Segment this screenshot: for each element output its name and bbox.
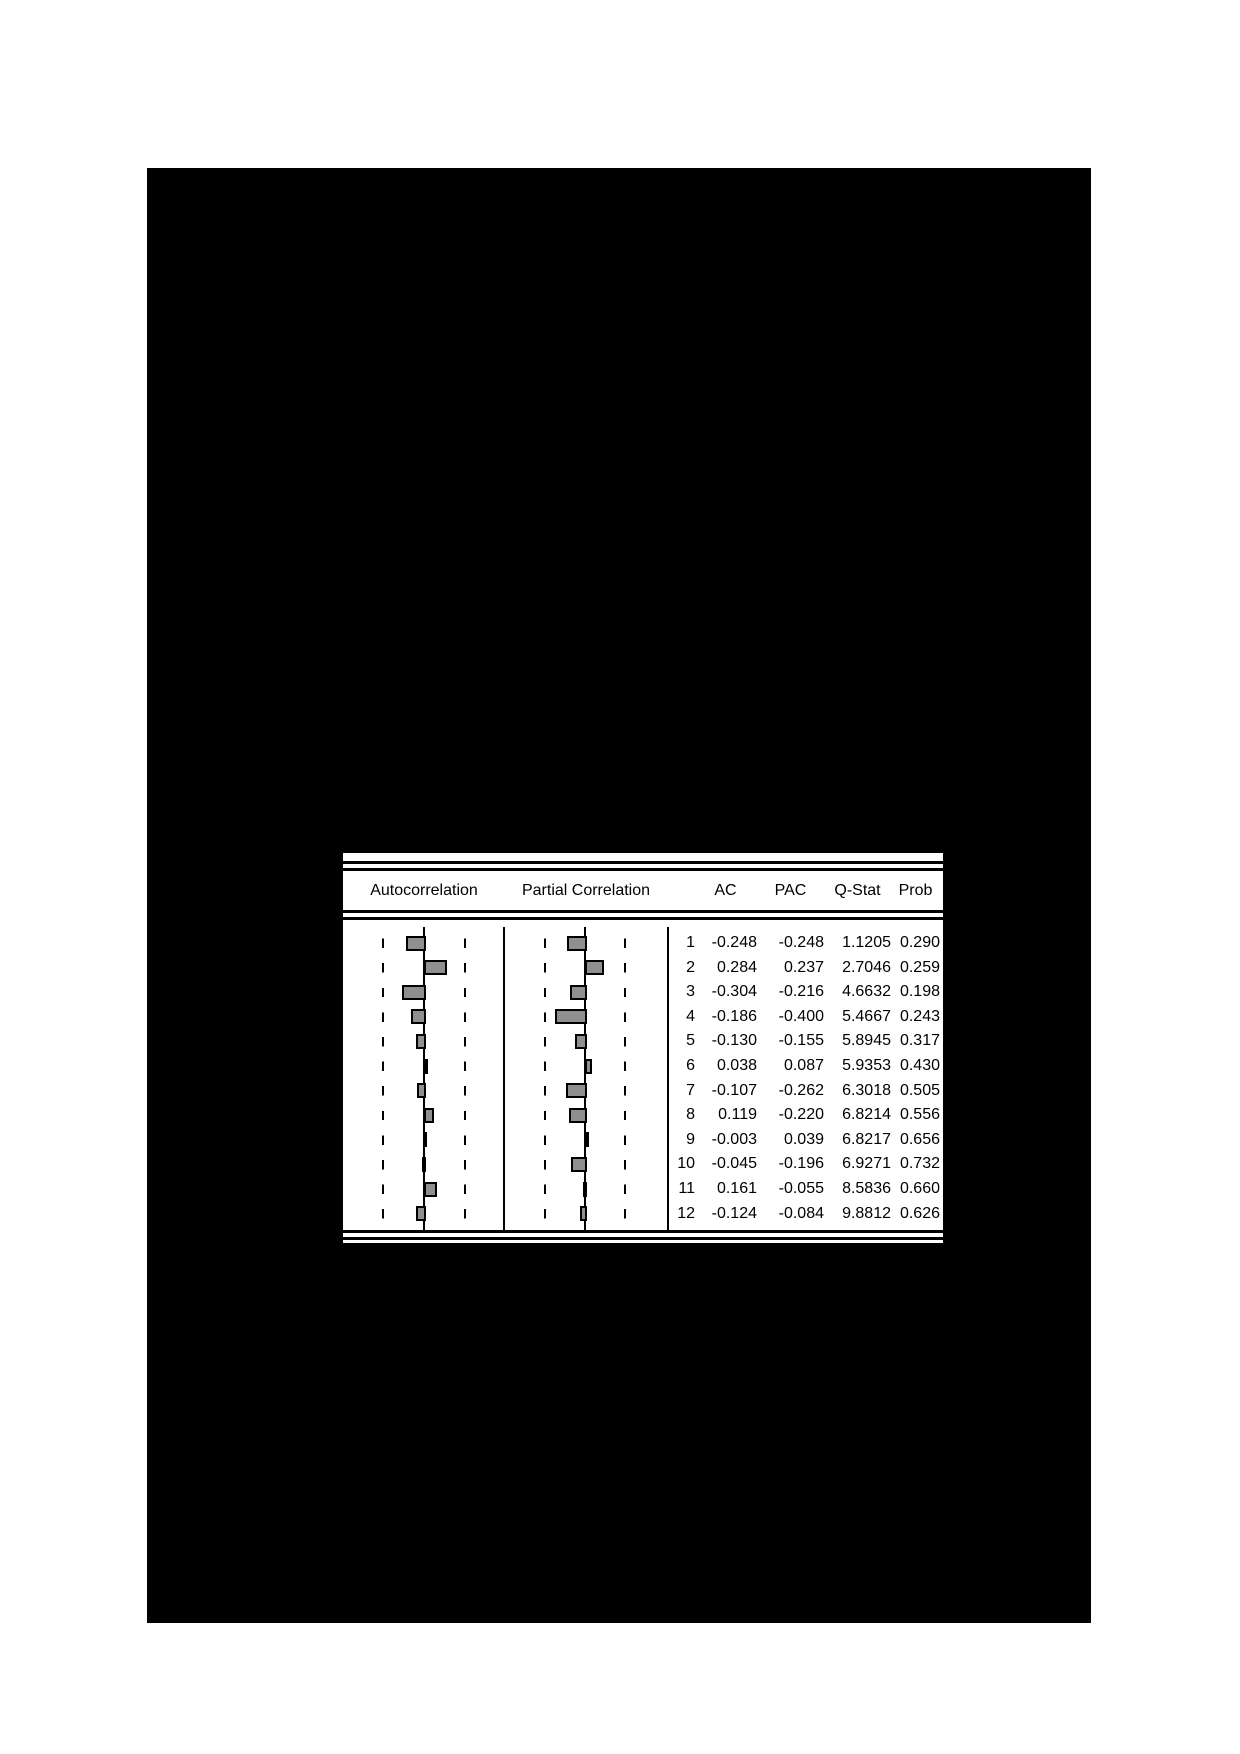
pac-value: -0.155: [778, 1032, 824, 1050]
correlogram-row: [343, 1103, 943, 1128]
partial-correlation-bar: [575, 1034, 587, 1049]
autocorrelation-bar: [424, 1108, 434, 1123]
prob-value: 0.317: [899, 1032, 940, 1050]
ac-value: -0.003: [711, 1130, 757, 1148]
top-double-rule: [343, 861, 943, 871]
autocorrelation-bar: [423, 1132, 427, 1147]
correlogram-row: [343, 1005, 943, 1030]
q-stat-value: 1.1205: [842, 934, 891, 951]
ac-value: -0.124: [711, 1204, 757, 1222]
lag-number: 1: [686, 934, 695, 951]
correlogram-header-row: [343, 875, 943, 907]
ac-value: 0.119: [718, 1106, 757, 1124]
partial-correlation-bar: [569, 1108, 587, 1123]
partial-correlation-bar: [583, 1182, 587, 1197]
lag-number: 5: [686, 1032, 695, 1050]
pac-value: 0.039: [783, 1130, 824, 1148]
q-stat-value: 5.8945: [842, 1032, 891, 1050]
ac-value: 0.284: [716, 958, 757, 976]
lag-number: 9: [686, 1130, 695, 1148]
lag-number: 8: [686, 1106, 695, 1124]
partial-correlation-bar: [571, 1157, 587, 1172]
pac-value: 0.087: [783, 1057, 824, 1074]
ac-value: -0.248: [711, 934, 757, 951]
column-header-q-stat: Q-Stat: [834, 882, 881, 899]
lag-number: 2: [686, 958, 695, 976]
prob-value: 0.198: [899, 983, 940, 1001]
lag-number: 6: [686, 1057, 695, 1074]
correlogram-panel: [343, 853, 943, 1243]
correlogram-row: [343, 1177, 943, 1202]
black-slide-area: [147, 168, 1091, 1623]
prob-value: 0.505: [899, 1081, 940, 1099]
rows-container: [343, 931, 943, 1227]
pac-value: -0.400: [778, 1007, 824, 1025]
pac-value: -0.196: [778, 1155, 824, 1173]
prob-value: 0.556: [899, 1106, 940, 1124]
autocorrelation-bar: [416, 1034, 426, 1049]
partial-correlation-bar: [566, 1083, 587, 1098]
partial-correlation-bar: [570, 985, 587, 1000]
q-stat-value: 9.8812: [842, 1204, 891, 1222]
lag-number: 7: [686, 1081, 695, 1099]
lag-number: 3: [686, 983, 695, 1001]
correlogram-row: [343, 1128, 943, 1153]
lag-number: 10: [677, 1155, 695, 1173]
partial-correlation-bar: [585, 1132, 589, 1147]
ac-value: 0.161: [716, 1180, 757, 1197]
pac-value: -0.055: [778, 1180, 824, 1197]
correlogram-row: [343, 1152, 943, 1177]
prob-value: 0.259: [899, 958, 940, 976]
q-stat-value: 2.7046: [842, 958, 891, 976]
prob-value: 0.626: [899, 1204, 940, 1222]
autocorrelation-bar: [424, 960, 447, 975]
ac-value: -0.186: [711, 1007, 757, 1025]
pac-value: -0.216: [778, 983, 824, 1001]
correlogram-row: [343, 1054, 943, 1079]
q-stat-value: 4.6632: [842, 983, 891, 1001]
column-header-prob: Prob: [898, 882, 933, 899]
partial-correlation-bar: [580, 1206, 587, 1221]
prob-value: 0.243: [899, 1007, 940, 1025]
ac-value: -0.045: [711, 1155, 757, 1173]
partial-correlation-bar: [585, 960, 604, 975]
autocorrelation-bar: [422, 1157, 426, 1172]
pac-value: -0.220: [778, 1106, 824, 1124]
header-double-rule: [343, 910, 943, 920]
autocorrelation-bar: [402, 985, 426, 1000]
ac-value: 0.038: [716, 1057, 757, 1074]
pac-value: -0.084: [778, 1204, 824, 1222]
q-stat-value: 8.5836: [842, 1180, 891, 1197]
autocorrelation-bar: [424, 1182, 437, 1197]
correlogram-row: [343, 980, 943, 1005]
correlogram-row: [343, 1029, 943, 1054]
ac-value: -0.304: [711, 983, 757, 1001]
q-stat-value: 6.8217: [842, 1130, 891, 1148]
pac-value: 0.237: [783, 958, 824, 976]
autocorrelation-bar: [424, 1059, 428, 1074]
correlogram-row: [343, 931, 943, 956]
prob-value: 0.430: [899, 1057, 940, 1074]
correlogram-row: [343, 1079, 943, 1104]
q-stat-value: 6.9271: [842, 1155, 891, 1173]
pac-value: -0.262: [778, 1081, 824, 1099]
q-stat-value: 5.4667: [842, 1007, 891, 1025]
partial-correlation-bar: [555, 1009, 587, 1024]
column-header-pac: PAC: [774, 882, 807, 899]
q-stat-value: 6.8214: [842, 1106, 891, 1124]
prob-value: 0.656: [899, 1130, 940, 1148]
column-header-autocorrelation: Autocorrelation: [370, 882, 478, 899]
correlogram-row: [343, 1202, 943, 1227]
ac-value: -0.107: [711, 1081, 757, 1099]
bottom-double-rule: [343, 1230, 943, 1240]
lag-number: 4: [686, 1007, 695, 1025]
pac-value: -0.248: [778, 934, 824, 951]
correlogram-body: [343, 927, 943, 1230]
lag-number: 12: [677, 1204, 695, 1222]
q-stat-value: 5.9353: [842, 1057, 891, 1074]
prob-value: 0.290: [899, 934, 940, 951]
prob-value: 0.732: [899, 1155, 940, 1173]
autocorrelation-bar: [406, 936, 426, 951]
partial-correlation-bar: [585, 1059, 592, 1074]
lag-number: 11: [678, 1180, 695, 1197]
autocorrelation-bar: [416, 1206, 426, 1221]
correlogram-row: [343, 956, 943, 981]
prob-value: 0.660: [899, 1180, 940, 1197]
ac-value: -0.130: [711, 1032, 757, 1050]
column-header-ac: AC: [714, 882, 737, 899]
q-stat-value: 6.3018: [842, 1081, 891, 1099]
autocorrelation-bar: [417, 1083, 426, 1098]
column-header-partial-correlation: Partial Correlation: [521, 882, 651, 899]
partial-correlation-bar: [567, 936, 587, 951]
autocorrelation-bar: [411, 1009, 426, 1024]
